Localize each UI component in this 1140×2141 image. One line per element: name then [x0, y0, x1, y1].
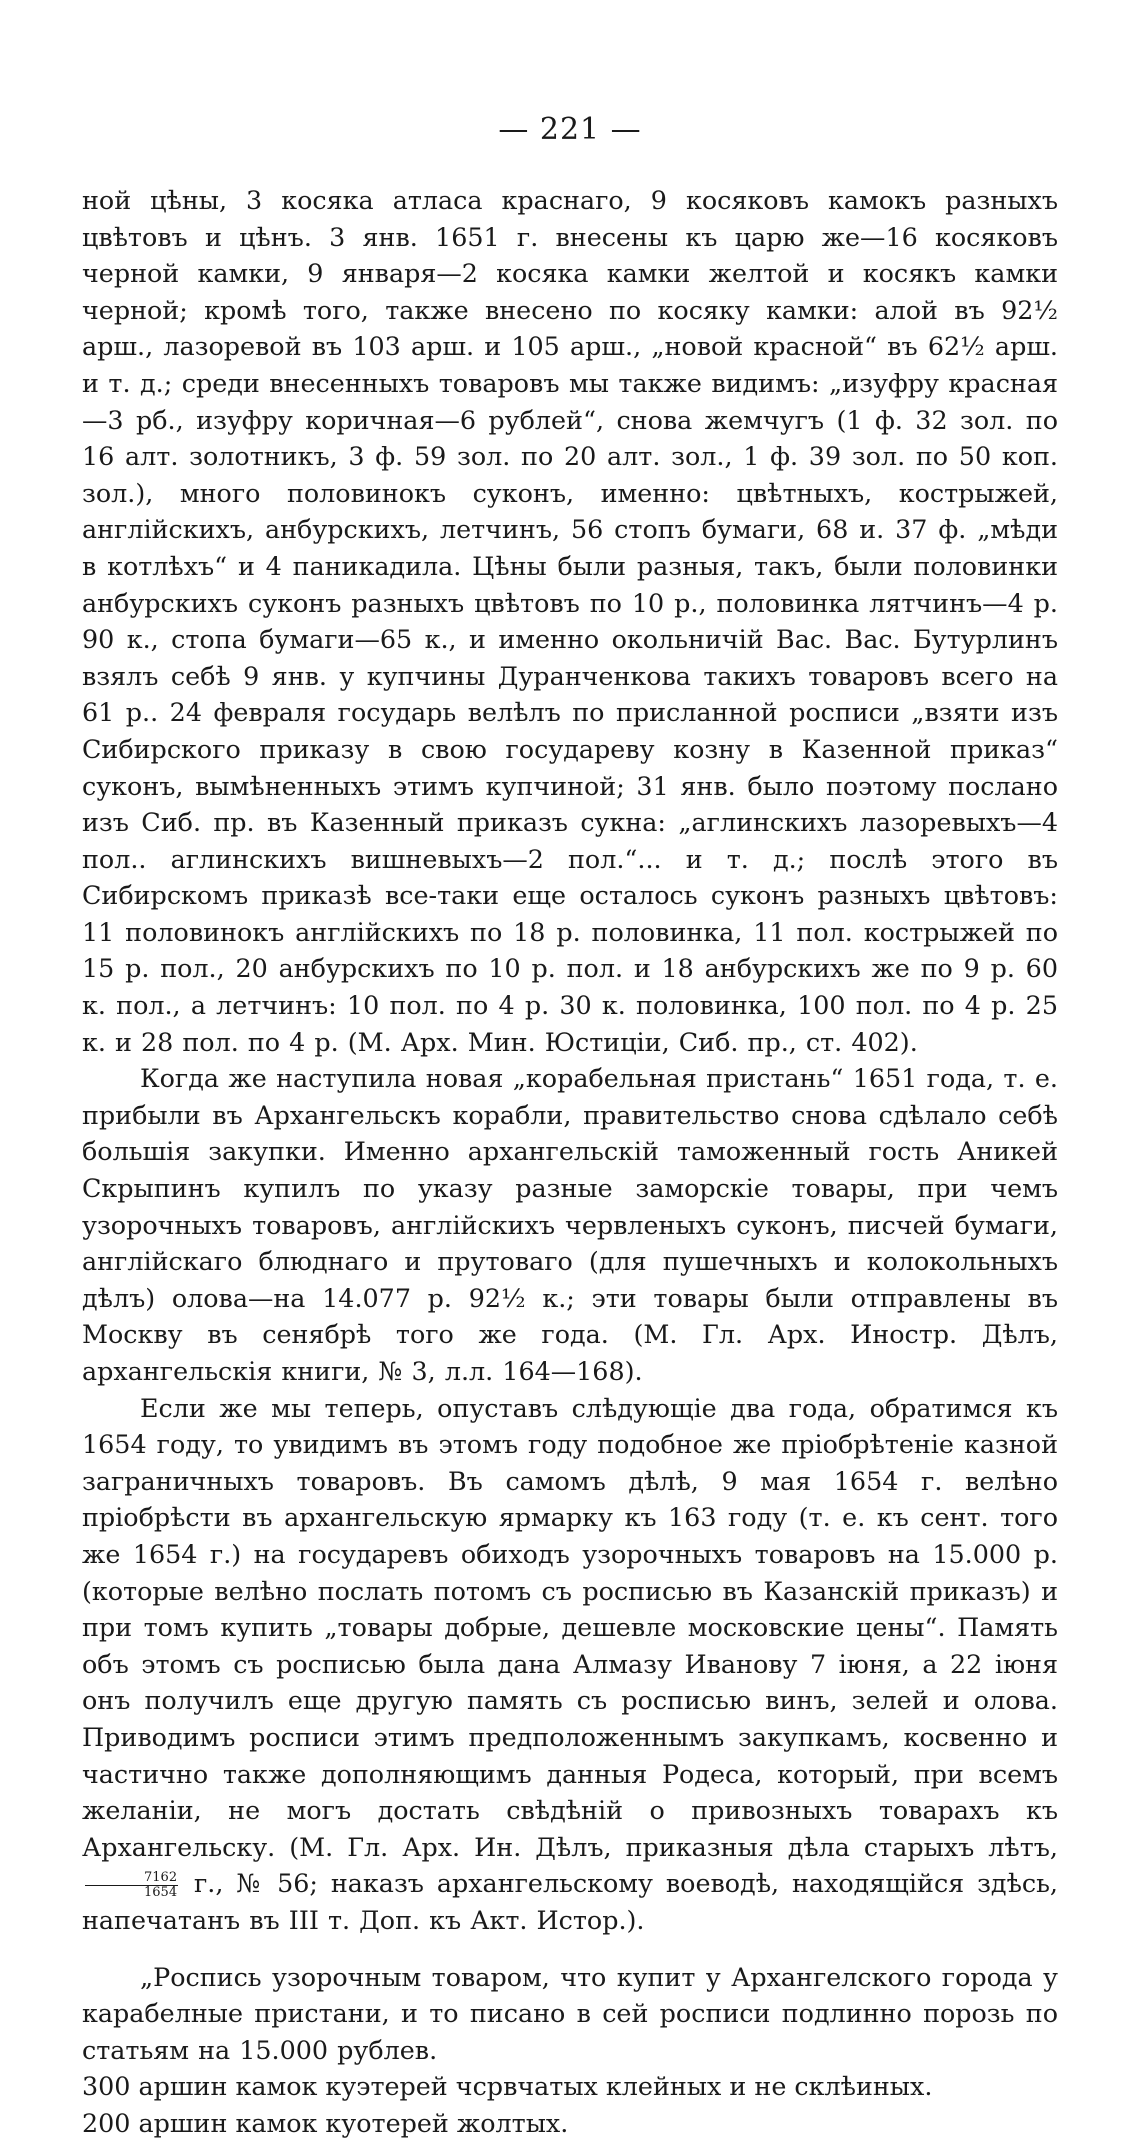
page-number: — 221 — — [498, 112, 642, 147]
paragraph-text-before-fraction: Если же мы теперь, опуставъ слѣдующіе два года, обратимся къ 1654 году, то увидимъ въ этомъ году подобное же пріобрѣтеніе казной заграничныхъ товаровъ. Въ самомъ дѣлѣ, 9 мая 1654 г. велѣно пріобрѣсти въ архангельскую ярмарку къ 163 году (т. е. къ сент. того же 1654 г.) на государевъ обиходъ узорочныхъ товаровъ на 15.000 р. (которые велѣно послать потомъ съ росписью въ Казанскій приказъ) и при томъ купить „товары добрые, дешевле московские цены“. Память объ этомъ съ росписью была дана Алмазу Иванову 7 іюня, а 22 іюня онъ получилъ еще другую память съ росписью винъ, зелей и олова. Приводимъ росписи этимъ предположеннымъ закупкамъ, косвенно и частично также дополняющимъ данныя Родеса, который, при всемъ желаніи, не могъ достать свѣдѣній о привозныхъ товарахъ къ Архангельску. (М. Гл. Арх. Ин. Дѣлъ, приказныя дѣла старыхъ лѣтъ, — [82, 1392, 1058, 1862]
paragraph-continuation: ной цѣны, 3 косяка атласа краснаго, 9 косяковъ камокъ разныхъ цвѣтовъ и цѣнъ. 3 янв. 1651 г. внесены къ царю же—16 косяковъ черной камки, 9 января—2 косяка камки желтой и косякъ камки черной; кромѣ того, также внесено по косяку камки: алой въ 92½ арш., лазоревой въ 103 арш. и 105 арш., „новой красной“ въ 62½ арш. и т. д.; среди внесенныхъ товаровъ мы также видимъ: „изуфру красная—3 рб., изуфру коричная—6 рублей“, снова жемчугъ (1 ф. 32 зол. по 16 алт. золотникъ, 3 ф. 59 зол. по 20 алт. зол., 1 ф. 39 зол. по 50 коп. зол.), много половинокъ суконъ, именно: цвѣтныхъ, кострыжей, англійскихъ, анбурскихъ, летчинъ, 56 стопъ бумаги, 68 и. 37 ф. „мѣди в котлѣхъ“ и 4 паникадила. Цѣны были разныя, такъ, были половинки анбурскихъ суконъ разныхъ цвѣтовъ по 10 р., половинка лятчинъ—4 р. 90 к., стопа бумаги—65 к., и именно окольничій Вас. Вас. Бутурлинъ взялъ себѣ 9 янв. у купчины Дуранченкова такихъ товаровъ всего на 61 р.. 24 февраля государь велѣлъ по присланной росписи „взяти изъ Сибирского приказу в свою государеву козну в Казенной приказ“ суконъ, вымѣненныхъ этимъ купчиной; 31 янв. было поэтому послано изъ Сиб. пр. въ Казенный приказъ сукна: „аглинскихъ лазоревыхъ—4 пол.. аглинскихъ вишневыхъ—2 пол.“... и т. д.; послѣ этого въ Сибирскомъ приказѣ все-таки еще осталось суконъ разныхъ цвѣтовъ: 11 половинокъ англійскихъ по 18 р. половинка, 11 пол. кострыжей по 15 р. пол., 20 анбурскихъ по 10 р. пол. и 18 анбурскихъ же по 9 р. 60 к. пол., а летчинъ: 10 пол. по 4 р. 30 к. половинка, 100 пол. по 4 р. 25 к. и 28 пол. по 4 р. (М. Арх. Мин. Юстиціи, Сиб. пр., ст. 402). — [82, 185, 1058, 1057]
year-fraction — [85, 1871, 178, 1900]
fraction-denominator: 1654 — [144, 1884, 178, 1900]
paragraph-korabelnaya-pristan: Когда же наступила новая „корабельная пристань“ 1651 года, т. е. прибыли въ Архангельскъ корабли, правительство снова сдѣлало себѣ большія закупки. Именно архангельскій таможенный гость Аникей Скрыпинъ купилъ по указу разные заморскіе товары, при чемъ узорочныхъ товаровъ, англійскихъ червленыхъ суконъ, писчей бумаги, англійскаго блюднаго и прутоваго (для пушечныхъ и колокольныхъ дѣлъ) олова—на 14.077 р. 92½ к.; эти товары были отправлены въ Москву въ сенябрѣ того же года. (М. Гл. Арх. Иностр. Дѣлъ, архангельскія книги, № 3, л.л. 164—168). — [82, 1063, 1058, 1386]
list-item: 300 аршин камок куэтерей чсрвчатых клейных и не склѣиных. — [82, 2071, 933, 2102]
paragraph-text-after-fraction: г., № 56; наказъ архангельскому воеводѣ, находящійся здѣсь, напечатанъ въ III т. Доп. къ Акт. Истор.). — [82, 1868, 1058, 1935]
body-text — [82, 182, 1058, 2141]
paragraph-1654-purchases — [82, 1390, 1058, 1939]
fraction-numerator: 7162 — [85, 1871, 178, 1886]
list-item: 200 аршин камок куотерей жолтых. — [82, 2107, 569, 2138]
paragraph-rospis-quote: „Роспись узорочным товаром, что купит у Архангелского города у карабелные пристани, и то писано в сей росписи подлинно порозь по статьям на 15.000 рублев. — [82, 1961, 1058, 2065]
